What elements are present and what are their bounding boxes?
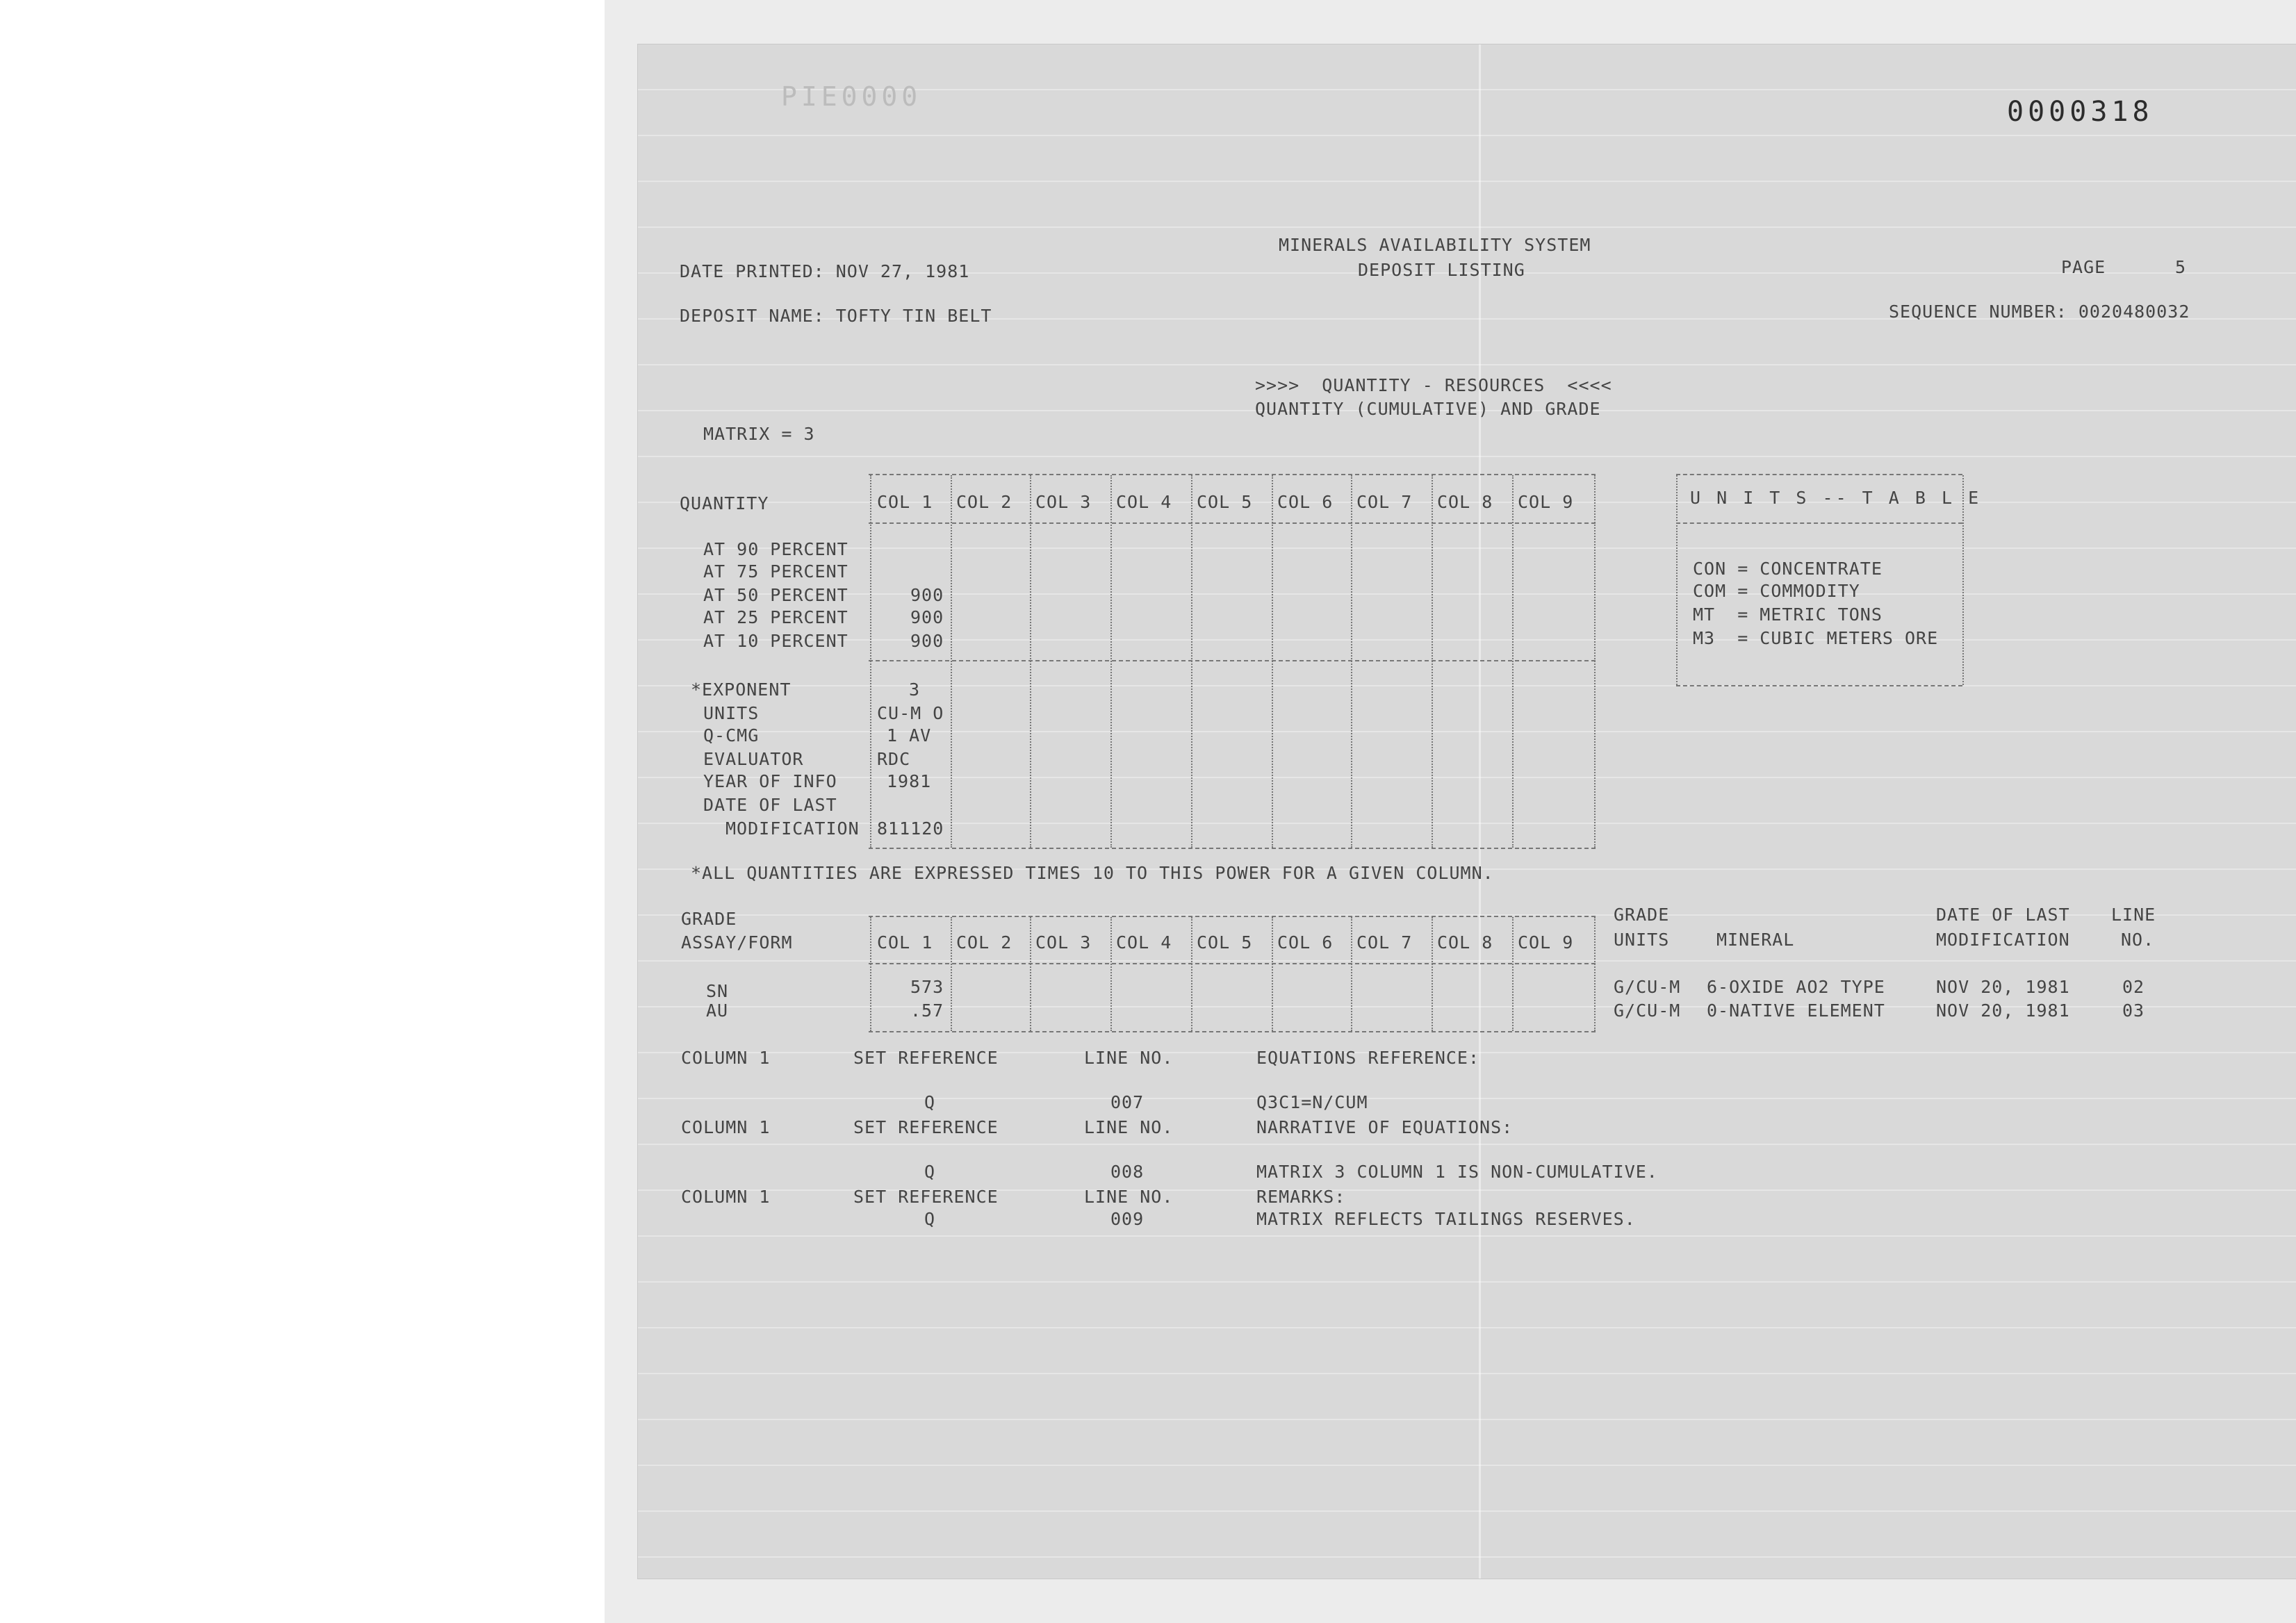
ref-text: MATRIX 3 COLUMN 1 IS NON-CUMULATIVE. [1256,1162,1658,1182]
meta-row-label: DATE OF LAST [703,795,837,815]
grade-row-date: NOV 20, 1981 [1936,977,2070,997]
meta-cell-col1: RDC [877,749,911,769]
ref-line-value: 007 [1110,1092,1145,1112]
grade-row-col1: 573 [910,977,944,997]
deposit-name: DEPOSIT NAME: TOFTY TIN BELT [680,306,992,326]
meta-cell-col1: 1 AV [887,725,932,745]
ref-heading: REMARKS: [1256,1187,1346,1207]
grade-top-rule [869,916,1596,917]
units-entry: CON = CONCENTRATE [1693,559,1883,579]
units-entry: COM = COMMODITY [1693,581,1860,601]
qty-col-header-6: COL 6 [1277,492,1334,512]
listing-title: DEPOSIT LISTING [1358,260,1525,280]
qty-col-separator [1110,475,1112,848]
qty-col-separator [951,475,952,848]
grade-row-assay: SN [706,981,729,1001]
grade-col-separator [870,917,871,1031]
ref-line-value: 009 [1110,1209,1145,1229]
qty-col-separator [1191,475,1192,848]
grade-col-separator [1351,917,1352,1031]
grade-label: GRADE [681,909,737,929]
grade-col-header-2: COL 2 [956,932,1012,953]
qty-row-label: AT 10 PERCENT [703,631,848,651]
ref-set-value: Q [924,1092,936,1112]
meta-row-label: Q-CMG [703,725,760,745]
qty-col-separator [1512,475,1514,848]
qty-col-header-8: COL 8 [1437,492,1493,512]
units-table-title: U N I T S -- T A B L E [1690,488,1982,508]
ref-set-value: Q [924,1162,936,1182]
qty-cell-col1: 900 [910,607,944,627]
units-bottom-rule [1676,685,1962,686]
grade-col-separator [1030,917,1031,1031]
qty-cell-col1: 900 [910,631,944,651]
grade-row-units: G/CU-M [1614,1000,1681,1021]
qty-row-label: AT 25 PERCENT [703,607,848,627]
meta-row-label: YEAR OF INFO [703,771,837,791]
quantity-header-rule [869,522,1596,524]
meta-row-label: UNITS [703,703,760,723]
document-number: 0000318 [2007,96,2154,128]
date-printed: DATE PRINTED: NOV 27, 1981 [680,261,970,281]
grade-row-mineral: 6-OXIDE AO2 TYPE [1707,977,1885,997]
units-entry: M3 = CUBIC METERS ORE [1693,628,1939,648]
units-top-rule [1676,474,1962,475]
meta-cell-col1: 1981 [887,771,932,791]
date-head: DATE OF LAST [1936,905,2070,925]
assay-form-label: ASSAY/FORM [681,932,793,953]
quantity-bottom-rule [869,848,1596,849]
faint-stamp-number: PIE0000 [781,81,922,112]
meta-row-label: MODIFICATION [725,818,860,839]
qty-col-header-5: COL 5 [1197,492,1253,512]
grade-units-head: UNITS [1614,930,1670,950]
ref-column: COLUMN 1 [681,1117,771,1137]
grade-col-header-6: COL 6 [1277,932,1334,953]
meta-cell-col1: 3 [909,679,921,700]
qty-col-separator [1594,475,1596,848]
grade-col-separator [1512,917,1514,1031]
section-title: >>>> QUANTITY - RESOURCES <<<< [1255,375,1612,395]
meta-cell-col1: CU-M O [877,703,944,723]
grade-row-line: 03 [2122,1000,2145,1021]
ref-heading: EQUATIONS REFERENCE: [1256,1048,1480,1068]
qty-col-header-4: COL 4 [1116,492,1172,512]
qty-row-label: AT 75 PERCENT [703,561,848,582]
ref-heading: NARRATIVE OF EQUATIONS: [1256,1117,1514,1137]
units-header-rule [1676,522,1962,524]
meta-row-label: EVALUATOR [703,749,804,769]
ref-line-label: LINE NO. [1084,1117,1174,1137]
line-head: LINE [2111,905,2156,925]
grade-header-rule [869,963,1596,964]
quantity-label: QUANTITY [680,493,769,513]
qty-col-header-9: COL 9 [1518,492,1574,512]
grade-col-separator [1272,917,1273,1031]
grade-row-units: G/CU-M [1614,977,1681,997]
meta-cell-col1: 811120 [877,818,944,839]
qty-col-separator [1432,475,1433,848]
system-title: MINERALS AVAILABILITY SYSTEM [1279,235,1591,255]
grade-col-separator [1110,917,1112,1031]
qty-col-header-7: COL 7 [1356,492,1413,512]
section-subtitle: QUANTITY (CUMULATIVE) AND GRADE [1255,399,1601,419]
qty-col-separator [870,475,871,848]
grade-units-head: GRADE [1614,905,1670,925]
qty-col-separator [1272,475,1273,848]
qty-row-label: AT 90 PERCENT [703,539,848,559]
units-entry: MT = METRIC TONS [1693,604,1883,625]
grade-col-separator [1594,917,1596,1031]
units-left-edge [1676,475,1678,685]
grade-col-header-8: COL 8 [1437,932,1493,953]
grade-col-header-5: COL 5 [1197,932,1253,953]
grade-col-header-9: COL 9 [1518,932,1574,953]
qty-row-label: AT 50 PERCENT [703,585,848,605]
grade-col-separator [1432,917,1433,1031]
date-head: MODIFICATION [1936,930,2070,950]
ref-line-value: 008 [1110,1162,1145,1182]
grade-row-line: 02 [2122,977,2145,997]
quantity-mid-rule [869,660,1596,661]
grade-row-col1: .57 [910,1000,944,1021]
ref-line-label: LINE NO. [1084,1187,1174,1207]
page-label: PAGE [2061,257,2106,277]
line-head: NO. [2121,930,2155,950]
units-right-edge [1962,475,1964,685]
ref-set-value: Q [924,1209,936,1229]
grade-bottom-rule [869,1031,1596,1032]
grade-col-separator [951,917,952,1031]
grade-row-date: NOV 20, 1981 [1936,1000,2070,1021]
quantity-table-top-rule [869,474,1596,475]
ref-line-label: LINE NO. [1084,1048,1174,1068]
grade-row-assay: AU [706,1000,729,1021]
ref-column: COLUMN 1 [681,1048,771,1068]
grade-col-header-3: COL 3 [1035,932,1092,953]
grade-col-header-4: COL 4 [1116,932,1172,953]
ref-text: MATRIX REFLECTS TAILINGS RESERVES. [1256,1209,1636,1229]
mineral-head: MINERAL [1716,930,1795,950]
page-number: 5 [2175,257,2187,277]
ref-text: Q3C1=N/CUM [1256,1092,1368,1112]
ref-set-label: SET REFERENCE [853,1048,999,1068]
qty-col-separator [1351,475,1352,848]
ref-set-label: SET REFERENCE [853,1117,999,1137]
ref-set-label: SET REFERENCE [853,1187,999,1207]
qty-col-header-3: COL 3 [1035,492,1092,512]
meta-row-label: *EXPONENT [691,679,792,700]
sequence-number: SEQUENCE NUMBER: 0020480032 [1889,302,2190,322]
grade-col-separator [1191,917,1192,1031]
qty-cell-col1: 900 [910,585,944,605]
exponent-footnote: *ALL QUANTITIES ARE EXPRESSED TIMES 10 TO THIS POWER FOR A GIVEN COLUMN. [691,863,1494,883]
qty-col-header-2: COL 2 [956,492,1012,512]
grade-row-mineral: 0-NATIVE ELEMENT [1707,1000,1885,1021]
ref-column: COLUMN 1 [681,1187,771,1207]
qty-col-header-1: COL 1 [877,492,933,512]
grade-col-header-7: COL 7 [1356,932,1413,953]
matrix-label: MATRIX = 3 [703,424,815,444]
qty-col-separator [1030,475,1031,848]
grade-col-header-1: COL 1 [877,932,933,953]
